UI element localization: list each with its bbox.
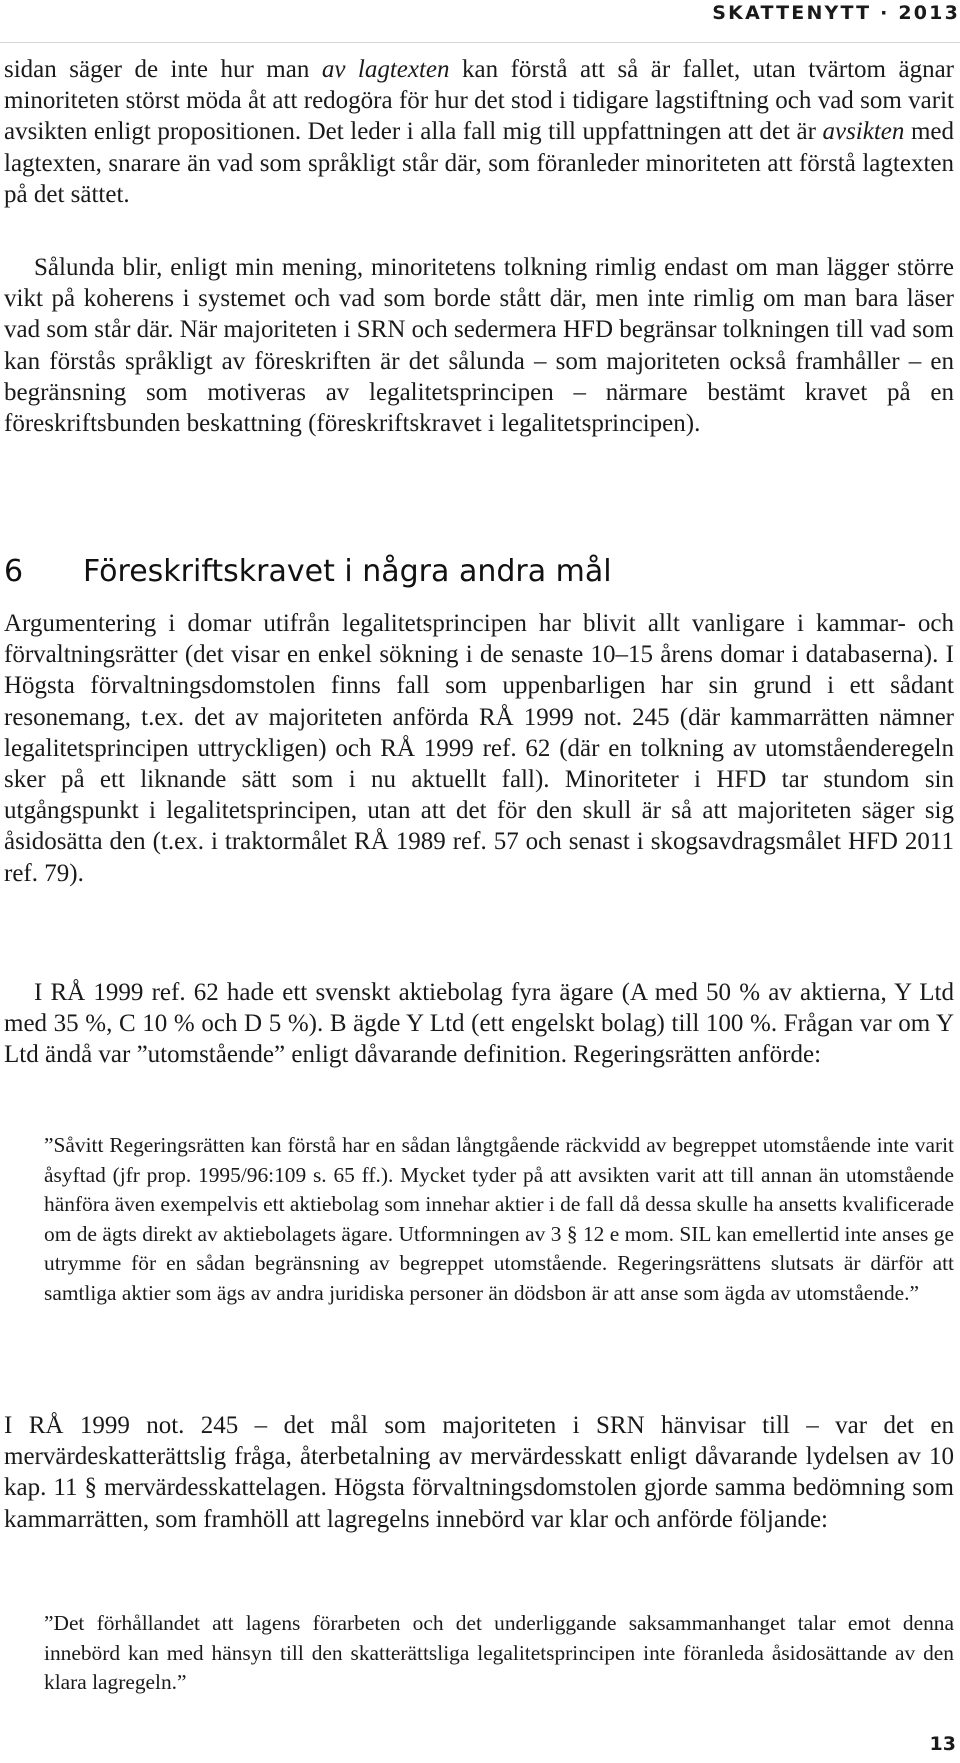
paragraph-1 xyxy=(4,54,954,210)
paragraph-5: I RÅ 1999 not. 245 – det mål som majoriteten i SRN hänvisar till – var det en mervärdeskatterättslig fråga, återbetalning av mervärdesskatt enligt dåvarande lydelsen av 10 kap. 11 § mervärdesskattelagen. Högsta förvaltningsdomstolen gjorde samma bedömning som kammarrätten, som framhöll att lagregelns innebörd var klar och anförde följande: xyxy=(4,1412,954,1533)
paragraph-3: Argumentering i domar utifrån legalitetsprincipen har blivit allt vanligare i kammar- och förvaltningsrätter (det visar en enkel sökning i de senaste 10–15 årens domar i databaserna). I Högsta förvaltningsdomstolen finns fall som uppenbarligen har sin grund i ett sådant resonemang, t.ex. det av majoriteten anförda RÅ 1999 not. 245 (där kammarrätten nämner legalitetsprincipen uttryckligen) och RÅ 1999 ref. 62 (där en tolkning av utomståenderegeln sker på ett liknande sätt som i nu aktuellt fall). Minoriteter i HFD tar stundom sin utgångspunkt i legalitetsprincipen, utan att det för den skull är så att majoriteten säger sig åsidosätta den (t.ex. i traktormålet RÅ 1989 ref. 57 och senast i skogsavdragsmålet HFD 2011 ref. 79). xyxy=(4,610,954,887)
running-head: SKATTENYTT · 2013 xyxy=(712,2,960,24)
emphasis-avsikten: avsikten xyxy=(822,118,905,146)
section-heading xyxy=(4,552,612,592)
block-quote-1: ”Såvitt Regeringsrätten kan förstå har en sådan långtgående räckvidd av begreppet utomstående inte varit åsyftad (jfr prop. 1995/96:109 s. 65 ff.). Mycket tyder på att avsikten varit att till annan än utomstående hänföra även exempelvis ett aktiebolag som innehar aktier i de fall då dessa skulle ha ansetts kvalificerade om de ägts direkt av aktiebolagets ägare. Utformningen av 3 § 12 e mom. SIL kan emellertid inte anses ge utrymme för en sådan begränsning av begreppet utomstående. Regeringsrättens slutsats är därför att samtliga aktier som ägs av andra juridiska personer än dödsbon är att anse som ägda av utomstående.” xyxy=(44,1133,954,1305)
section-title: Föreskriftskravet i några andra mål xyxy=(83,554,612,589)
paragraph-1-text-c: med lagtexten, snarare än vad som språkligt står där, som föranleder minoriteten att förstå lagtexten på det sättet. xyxy=(4,118,954,208)
page-number: 13 xyxy=(929,1733,956,1755)
paragraph-1-text-b: kan förstå att så är fallet, utan tvärtom ägnar minoriteten störst möda åt att redogöra för hur det stod i tidigare lagstiftning och vad som varit avsikten enligt propositionen. Det leder i alla fall mig till uppfattningen att det är xyxy=(4,56,954,146)
paragraph-4: I RÅ 1999 ref. 62 hade ett svenskt aktiebolag fyra ägare (A med 50 % av aktierna, Y Ltd med 35 %, C 10 % och D 5 %). B ägde Y Ltd (ett engelskt bolag) till 100 %. Frågan var om Y Ltd ändå var ”utomstående” enligt dåvarande definition. Regeringsrätten anförde: xyxy=(4,979,954,1069)
block-quote-2: ”Det förhållandet att lagens förarbeten och det underliggande saksammanhanget talar emot denna innebörd kan med hänsyn till den skatterättsliga legalitetsprincipen inte föranleda åsidosättande av den klara lagregeln.” xyxy=(44,1611,954,1695)
header-divider xyxy=(0,42,960,43)
paragraph-1-text-a: sidan säger de inte hur man xyxy=(4,56,322,83)
section-number: 6 xyxy=(4,554,24,589)
paragraph-2: Sålunda blir, enligt min mening, minoritetens tolkning rimlig endast om man lägger större vikt på koherens i systemet och vad som borde stått där, men inte rimlig om man bara läser vad som står där. När majoriteten i SRN och sedermera HFD begränsar tolkningen till vad som kan förstås språkligt av föreskriften är det sålunda – som majoriteten också framhåller – en begränsning som motiveras av legalitetsprincipen – närmare bestämt kravet på en föreskriftsbunden beskattning (föreskriftskravet i legalitetsprincipen). xyxy=(4,254,954,438)
emphasis-av-lagtexten: av lagtexten xyxy=(321,56,450,83)
